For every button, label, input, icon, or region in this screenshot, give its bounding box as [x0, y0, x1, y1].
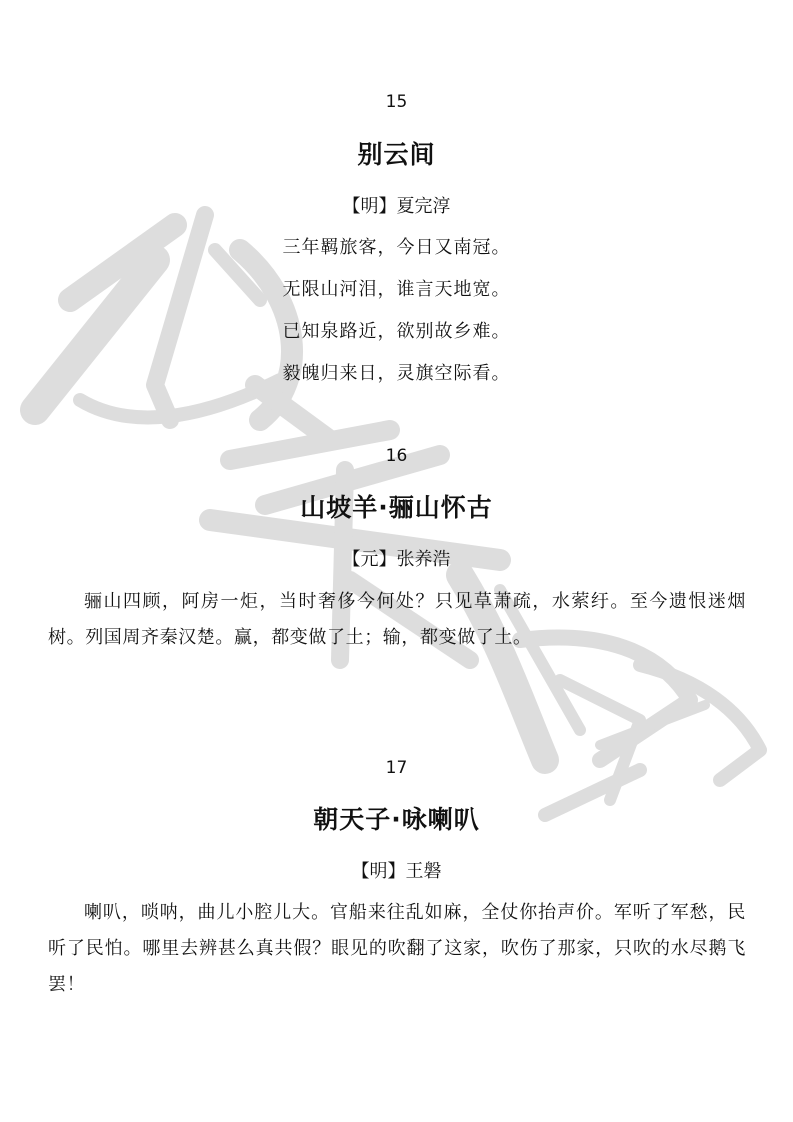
poem-line: 毅魄归来日，灵旗空际看。: [282, 363, 511, 384]
poem-author: 【元】张养浩: [342, 549, 451, 570]
poem-title: 别云间: [357, 140, 436, 169]
poem-line: 无限山河泪，谁言天地宽。: [282, 279, 511, 300]
poem-number: 16: [385, 446, 408, 466]
poem-line: 已知泉路近，欲别故乡难。: [282, 321, 511, 342]
poem-author: 【明】王磐: [351, 861, 442, 882]
poem-number: 15: [385, 92, 408, 112]
poem-title: 山坡羊·骊山怀古: [300, 493, 493, 522]
poem-title: 朝天子·咏喇叭: [313, 805, 480, 834]
poem-author: 【明】夏完淳: [342, 196, 451, 217]
poem-text: 骊山四顾，阿房一炬，当时奢侈今何处？只见草萧疏，水萦纡。至今遗恨迷烟树。列国周齐秦汉楚。赢，都变做了土；输，都变做了土。: [48, 591, 746, 648]
poem-number: 17: [385, 758, 408, 778]
poem-text: 喇叭，唢呐，曲儿小腔儿大。官船来往乱如麻，全仗你抬声价。军听了军愁，民听了民怕。哪里去辨甚么真共假？眼见的吹翻了这家，吹伤了那家，只吹的水尽鹅飞罢！: [48, 902, 746, 995]
poem-line: 三年羁旅客，今日又南冠。: [282, 237, 511, 258]
